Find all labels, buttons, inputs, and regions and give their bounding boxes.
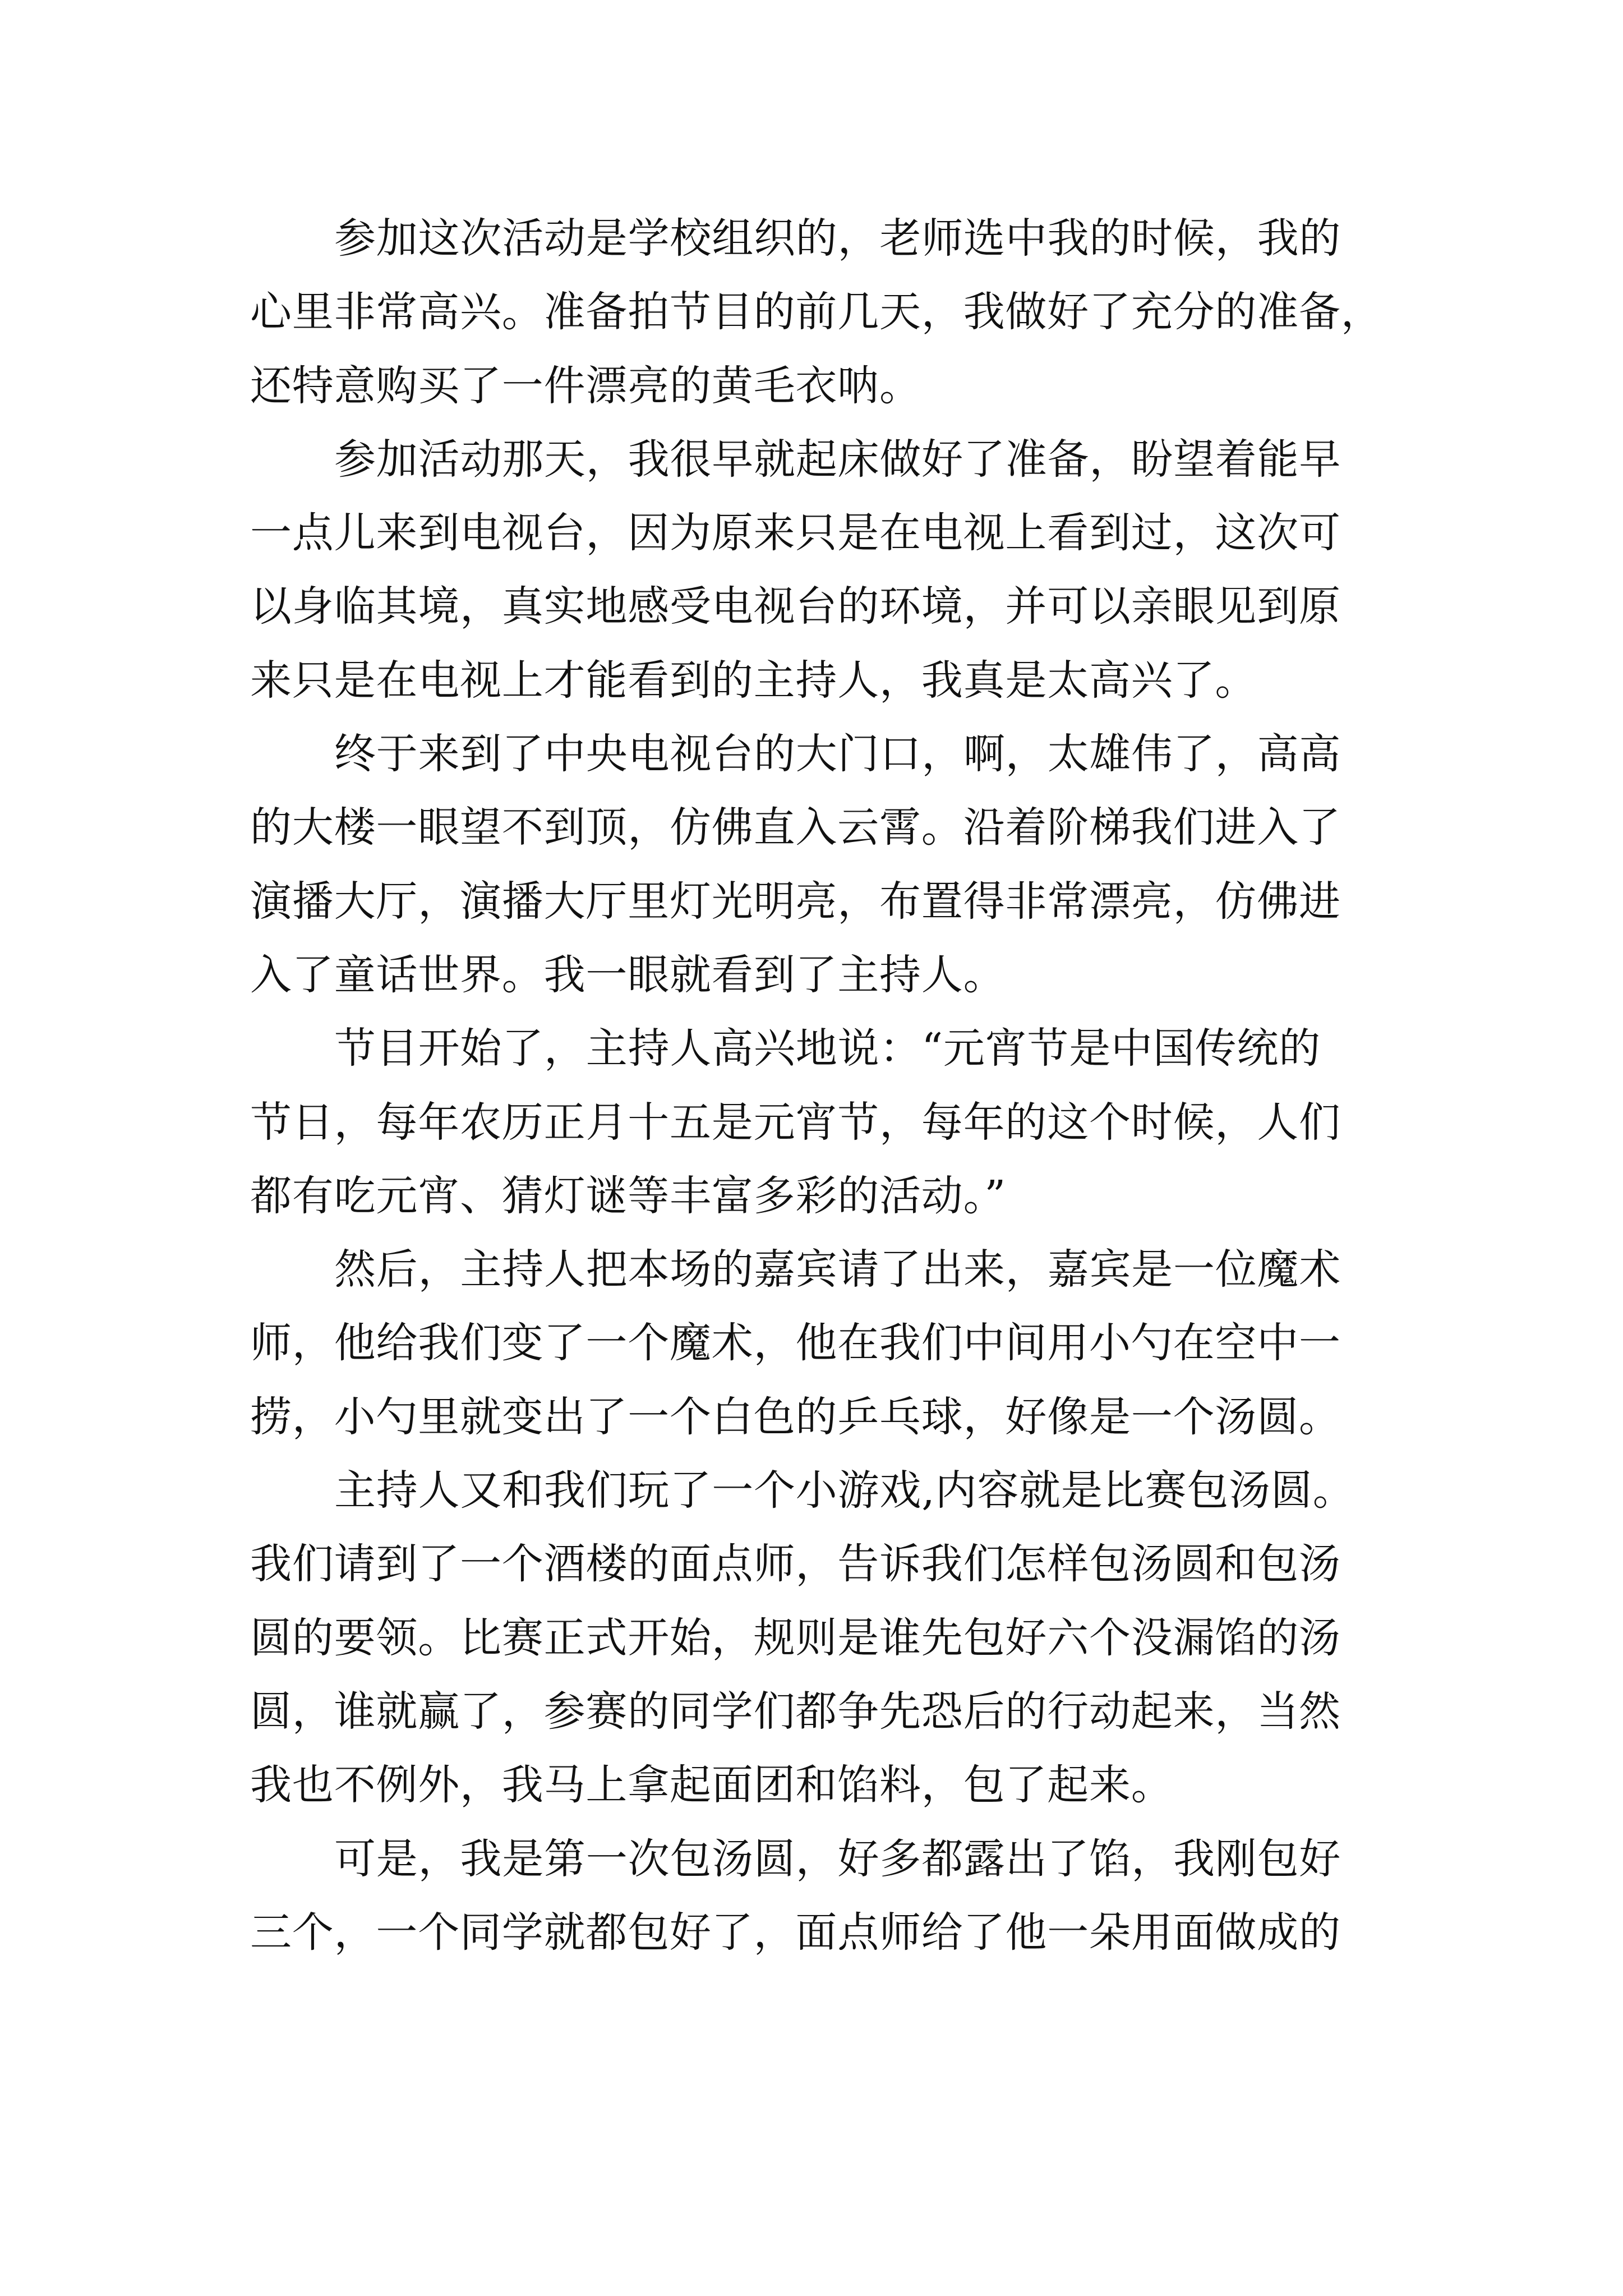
paragraph [250, 1012, 1394, 1233]
text-line: 捞，小勺里就变出了一个白色的乒乓球，好像是一个汤圆。 [250, 1392, 1341, 1441]
text-line: 演播大厅，演播大厅里灯光明亮，布置得非常漂亮，仿佛进 [250, 877, 1341, 926]
text-line: 以身临其境，真实地感受电视台的环境，并可以亲眼见到原 [250, 582, 1341, 631]
text-line: 主持人又和我们玩了一个小游戏,内容就是比赛包汤圆。 [334, 1466, 1355, 1515]
text-line: 终于来到了中央电视台的大门口，啊，太雄伟了，高高 [334, 730, 1341, 779]
text-line: 圆，谁就赢了，参赛的同学们都争先恐后的行动起来，当然 [250, 1687, 1341, 1736]
paragraph [250, 1454, 1394, 1822]
text-line: 圆的要领。比赛正式开始，规则是谁先包好六个没漏馅的汤 [250, 1613, 1341, 1662]
paragraph [250, 717, 1394, 1012]
text-line: 节日，每年农历正月十五是元宵节，每年的这个时候，人们 [250, 1098, 1341, 1147]
text-line: 还特意购买了一件漂亮的黄毛衣呐。 [250, 361, 921, 410]
text-line: 来只是在电视上才能看到的主持人，我真是太高兴了。 [250, 656, 1257, 705]
text-line: 的大楼一眼望不到顶，仿佛直入云霄。沿着阶梯我们进入了 [250, 803, 1341, 852]
text-line: 参加活动那天，我很早就起床做好了准备，盼望着能早 [334, 435, 1341, 484]
article-body [250, 202, 1394, 1970]
paragraph [250, 423, 1394, 717]
text-line: 入了童话世界。我一眼就看到了主持人。 [250, 950, 1006, 999]
paragraph [250, 202, 1394, 423]
text-line: 师，他给我们变了一个魔术，他在我们中间用小勺在空中一 [250, 1319, 1341, 1368]
text-line: 然后，主持人把本场的嘉宾请了出来，嘉宾是一位魔术 [334, 1245, 1341, 1294]
text-line: 心里非常高兴。准备拍节目的前几天，我做好了充分的准备， [250, 288, 1383, 337]
text-line: 可是，我是第一次包汤圆，好多都露出了馅，我刚包好 [334, 1834, 1341, 1883]
text-line: 节目开始了，主持人高兴地说：“元宵节是中国传统的 [334, 1024, 1321, 1073]
text-line: 都有吃元宵、猜灯谜等丰富多彩的活动。” [250, 1171, 1007, 1220]
text-line: 一点儿来到电视台，因为原来只是在电视上看到过，这次可 [250, 509, 1341, 558]
text-line: 我们请到了一个酒楼的面点师，告诉我们怎样包汤圆和包汤 [250, 1540, 1341, 1589]
text-line: 我也不例外，我马上拿起面团和馅料，包了起来。 [250, 1761, 1173, 1810]
text-line: 参加这次活动是学校组织的，老师选中我的时候，我的 [334, 214, 1341, 263]
paragraph [250, 1233, 1394, 1454]
paragraph [250, 1823, 1394, 1970]
text-line: 三个，一个同学就都包好了，面点师给了他一朵用面做成的 [250, 1908, 1341, 1957]
